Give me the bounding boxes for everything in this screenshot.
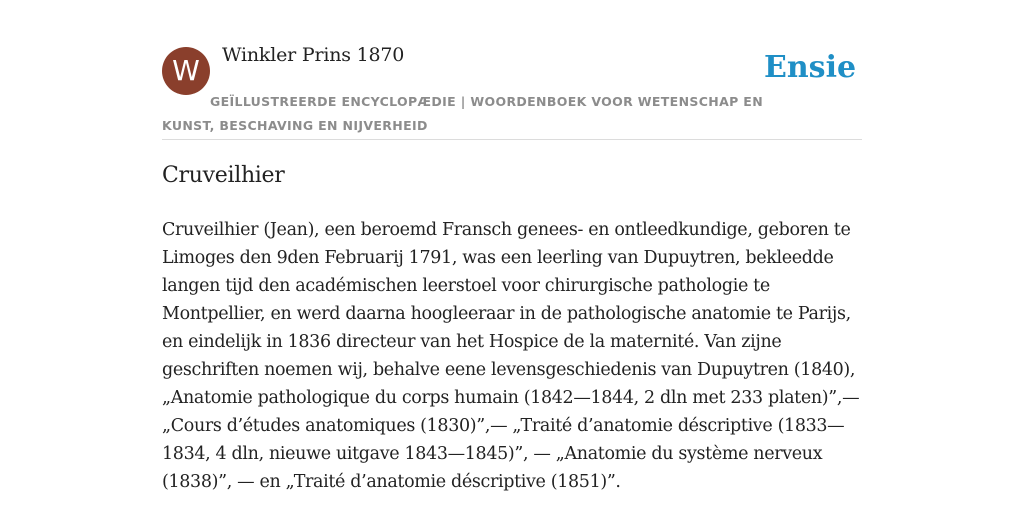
source-avatar[interactable]: W [162, 47, 210, 95]
entry-headword: Cruveilhier [162, 163, 285, 188]
source-title[interactable]: Winkler Prins 1870 [222, 44, 405, 66]
ensie-logo[interactable]: Ensie [764, 50, 857, 85]
source-subtitle: GEÏLLUSTREERDE ENCYCLOPÆDIE | WOORDENBOEK VOOR WETENSCHAP EN KUNST, BESCHAVING EN NIJVERHEID [162, 94, 764, 133]
header-divider [162, 139, 862, 140]
entry-body: Cruveilhier (Jean), een beroemd Fransch genees- en ontleedkundige, geboren te Limoges den 9den Februarij 1791, was een leerling van Dupuytren, bekleedde langen tijd den académischen leerstoel voor chirurgische pathologie te Montpellier, en werd daarna hoogleeraar in de pathologische anatomie te Parijs, en eindelijk in 1836 directeur van het Hospice de la maternité. Van zijne geschriften noemen wij, behalve eene levensgeschiedenis van Dupuytren (1840), „Anatomie pathologique du corps humain (1842—1844, 2 dln met 233 platen)”,— „Cours d’études anatomiques (1830)”,— „Traité d’anatomie déscriptive (1833—1834, 4 dln, nieuwe uitgave 1843—1845)”, — „Anatomie du système nerveux (1838)”, — en „Traité d’anatomie déscriptive (1851)”. [162, 220, 860, 492]
